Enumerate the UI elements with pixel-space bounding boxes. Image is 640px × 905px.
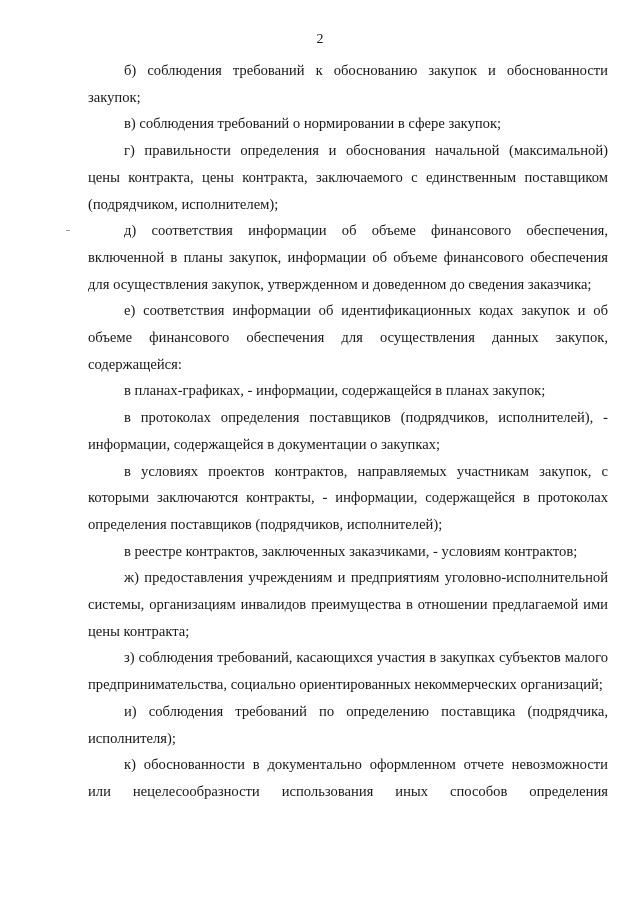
paragraph-g: г) правильности определения и обоснования начальной (максимальной) цены контракта, цены контракта, заключаемого с единственным поставщиком (подрядчиком, исполнителем); [88,143,608,213]
paragraph-e-registry: в реестре контрактов, заключенных заказчиками, - условиям контрактов; [124,543,578,560]
paragraph-zh: ж) предоставления учреждениям и предприятиям уголовно-исполнительной системы, организациям инвалидов преимущества в отношении предлагаемой ими цены контракта; [88,570,608,640]
paragraph-e-plans: в планах-графиках, - информации, содержащейся в планах закупок; [124,383,546,400]
paragraph-i: и) соблюдения требований по определению поставщика (подрядчика, исполнителя); [88,703,608,747]
paragraph-d: д) соответствия информации об объеме финансового обеспечения, включенной в планы закупок, информации об объеме финансового обеспечения для осуществления закупок, утвержденном и доведенном до сведения заказчика; [88,223,608,293]
paragraph-e-protocols: в протоколах определения поставщиков (подрядчиков, исполнителей), - информации, содержащейся в документации о закупках; [88,410,608,453]
paragraph-k: к) обоснованности в документально оформленном отчете невозможности или нецелесообразности использования иных способов определения [88,757,608,800]
paragraph-v: в) соблюдения требований о нормировании в сфере закупок; [124,116,502,133]
paragraph-e-contracts: в условиях проектов контрактов, направляемых участникам закупок, с которыми заключаются контракты, - информации, содержащейся в протоколах определения поставщиков (подрядчиков, исполнителей); [88,463,608,533]
paragraph-b: б) соблюдения требований к обоснованию закупок и обоснованности закупок; [88,63,608,106]
margin-mark [66,230,70,231]
document-body [88,58,608,806]
paragraph-z: з) соблюдения требований, касающихся участия в закупках субъектов малого предпринимательства, социально ориентированных некоммерческих организаций; [88,650,608,694]
page-number: 2 [316,32,324,47]
paragraph-e: е) соответствия информации об идентификационных кодах закупок и об объеме финансового обеспечения для осуществления данных закупок, содержащейся: [88,303,608,373]
